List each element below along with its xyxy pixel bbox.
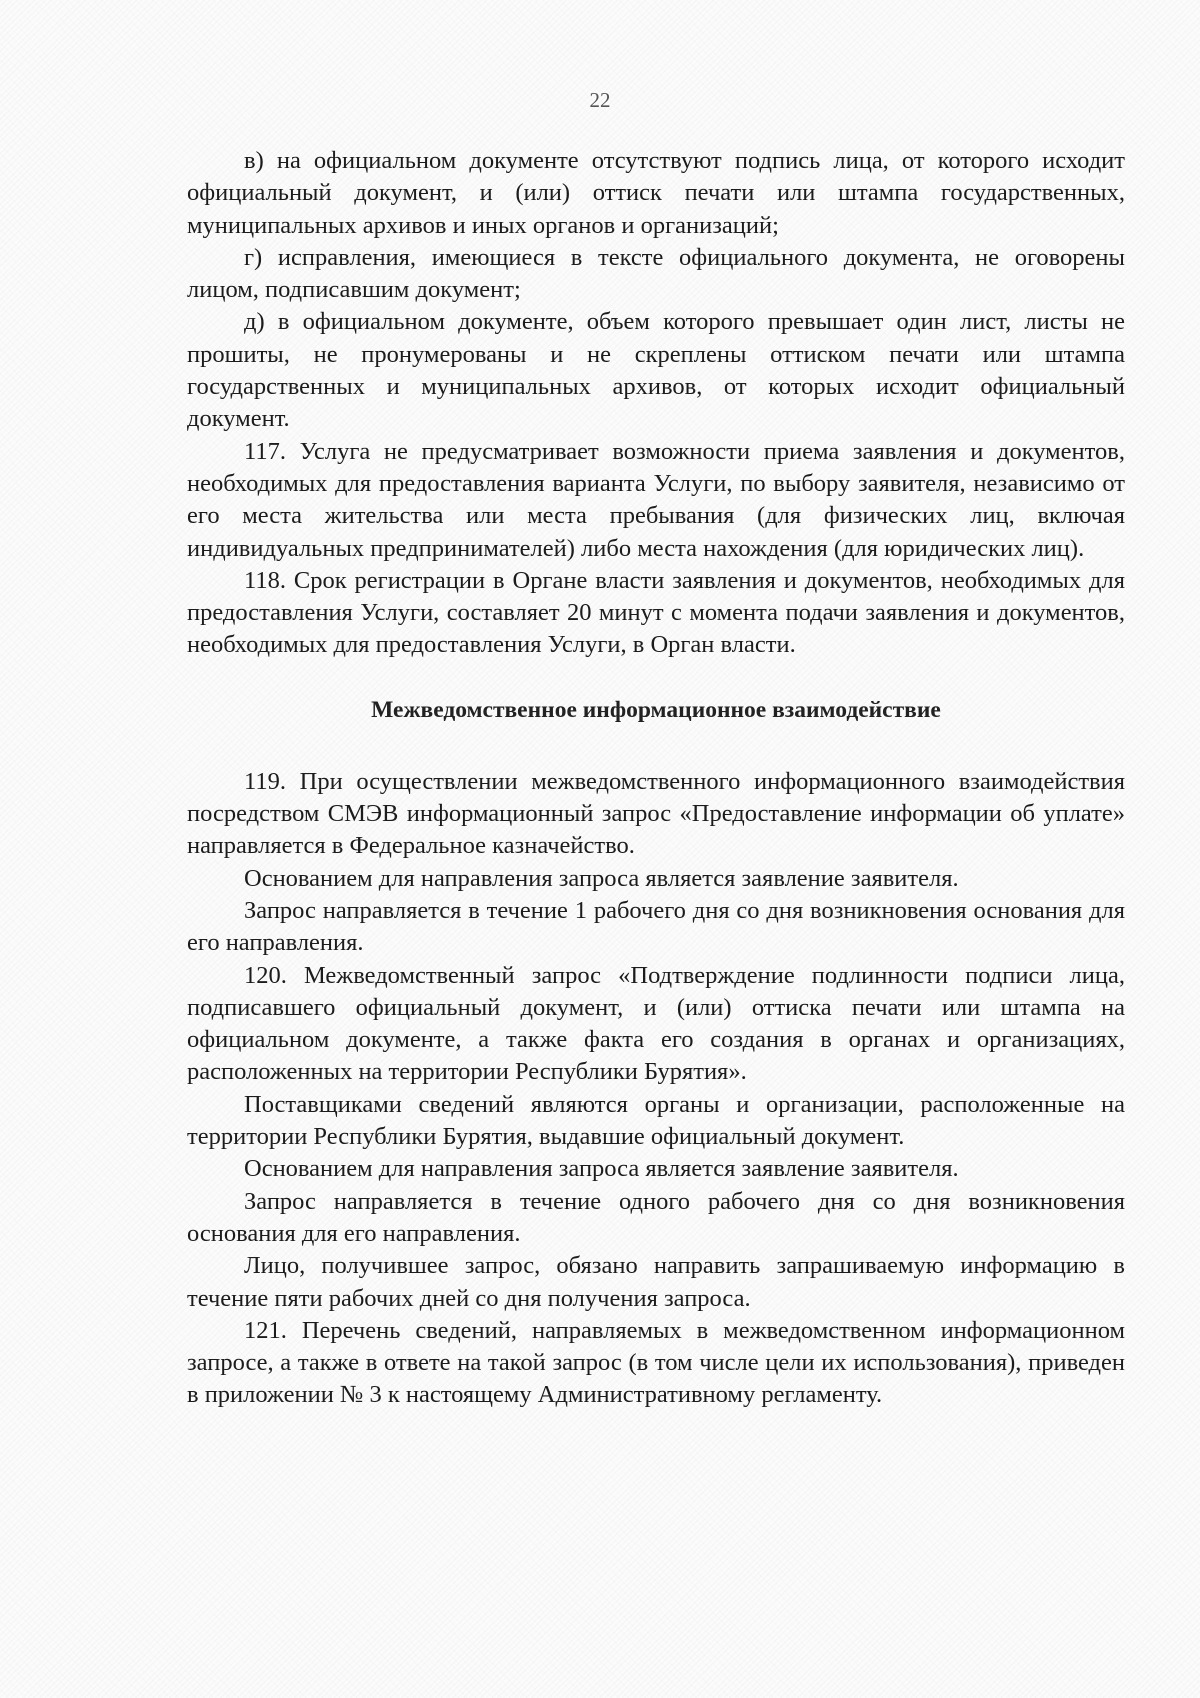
page-number: 22 <box>589 88 611 112</box>
document-body <box>187 145 1125 1412</box>
section-heading: Межведомственное информационное взаимодействие <box>371 696 941 723</box>
paragraph-119-basis: Основанием для направления запроса является заявление заявителя. <box>244 864 959 892</box>
paragraph-120-basis: Основанием для направления запроса является заявление заявителя. <box>244 1155 959 1183</box>
paragraph-item-g: г) исправления, имеющиеся в тексте официального документа, не оговорены лицом, подписавшим документ; <box>187 243 1125 304</box>
paragraph-item-v: в) на официальном документе отсутствуют подпись лица, от которого исходит официальный документ, и (или) оттиск печати или штампа государственных, муниципальных архивов и иных органов и организаций; <box>187 147 1125 239</box>
paragraph-119-timing: Запрос направляется в течение 1 рабочего дня со дня возникновения основания для его направления. <box>187 896 1125 957</box>
paragraph-118: 118. Срок регистрации в Органе власти заявления и документов, необходимых для предоставления Услуги, составляет 20 минут с момента подачи заявления и документов, необходимых для предоставления Услуги, в Орган власти. <box>187 566 1125 659</box>
paragraph-119: 119. При осуществлении межведомственного информационного взаимодействия посредством СМЭВ информационный запрос «Предоставление информации об уплате» направляется в Федеральное казначейство. <box>187 767 1125 860</box>
paragraph-120-response: Лицо, получившее запрос, обязано направить запрашиваемую информацию в течение пяти рабочих дней со дня получения запроса. <box>187 1252 1125 1312</box>
paragraph-120: 120. Межведомственный запрос «Подтверждение подлинности подписи лица, подписавшего официальный документ, и (или) оттиска печати или штампа на официальном документе, а также факта его создания в органах и организациях, расположенных на территории Республики Бурятия». <box>187 961 1125 1086</box>
paragraph-121: 121. Перечень сведений, направляемых в межведомственном информационном запросе, а также в ответе на такой запрос (в том числе цели их использования), приведен в приложении № 3 к настоящему Административному регламенту. <box>187 1316 1125 1409</box>
paragraph-117: 117. Услуга не предусматривает возможности приема заявления и документов, необходимых для предоставления варианта Услуги, по выбору заявителя, независимо от его места жительства или места пребывания (для физических лиц, включая индивидуальных предпринимателей) либо места нахождения (для юридических лиц). <box>187 437 1125 562</box>
paragraph-120-suppliers: Поставщиками сведений являются органы и организации, расположенные на территории Республики Бурятия, выдавшие официальный документ. <box>187 1090 1125 1151</box>
paragraph-120-timing: Запрос направляется в течение одного рабочего дня со дня возникновения основания для его направления. <box>187 1187 1125 1247</box>
paragraph-item-d: д) в официальном документе, объем которого превышает один лист, листы не прошиты, не пронумерованы и не скреплены оттиском печати или штампа государственных и муниципальных архивов, от которых исходит официальный документ. <box>187 308 1125 433</box>
